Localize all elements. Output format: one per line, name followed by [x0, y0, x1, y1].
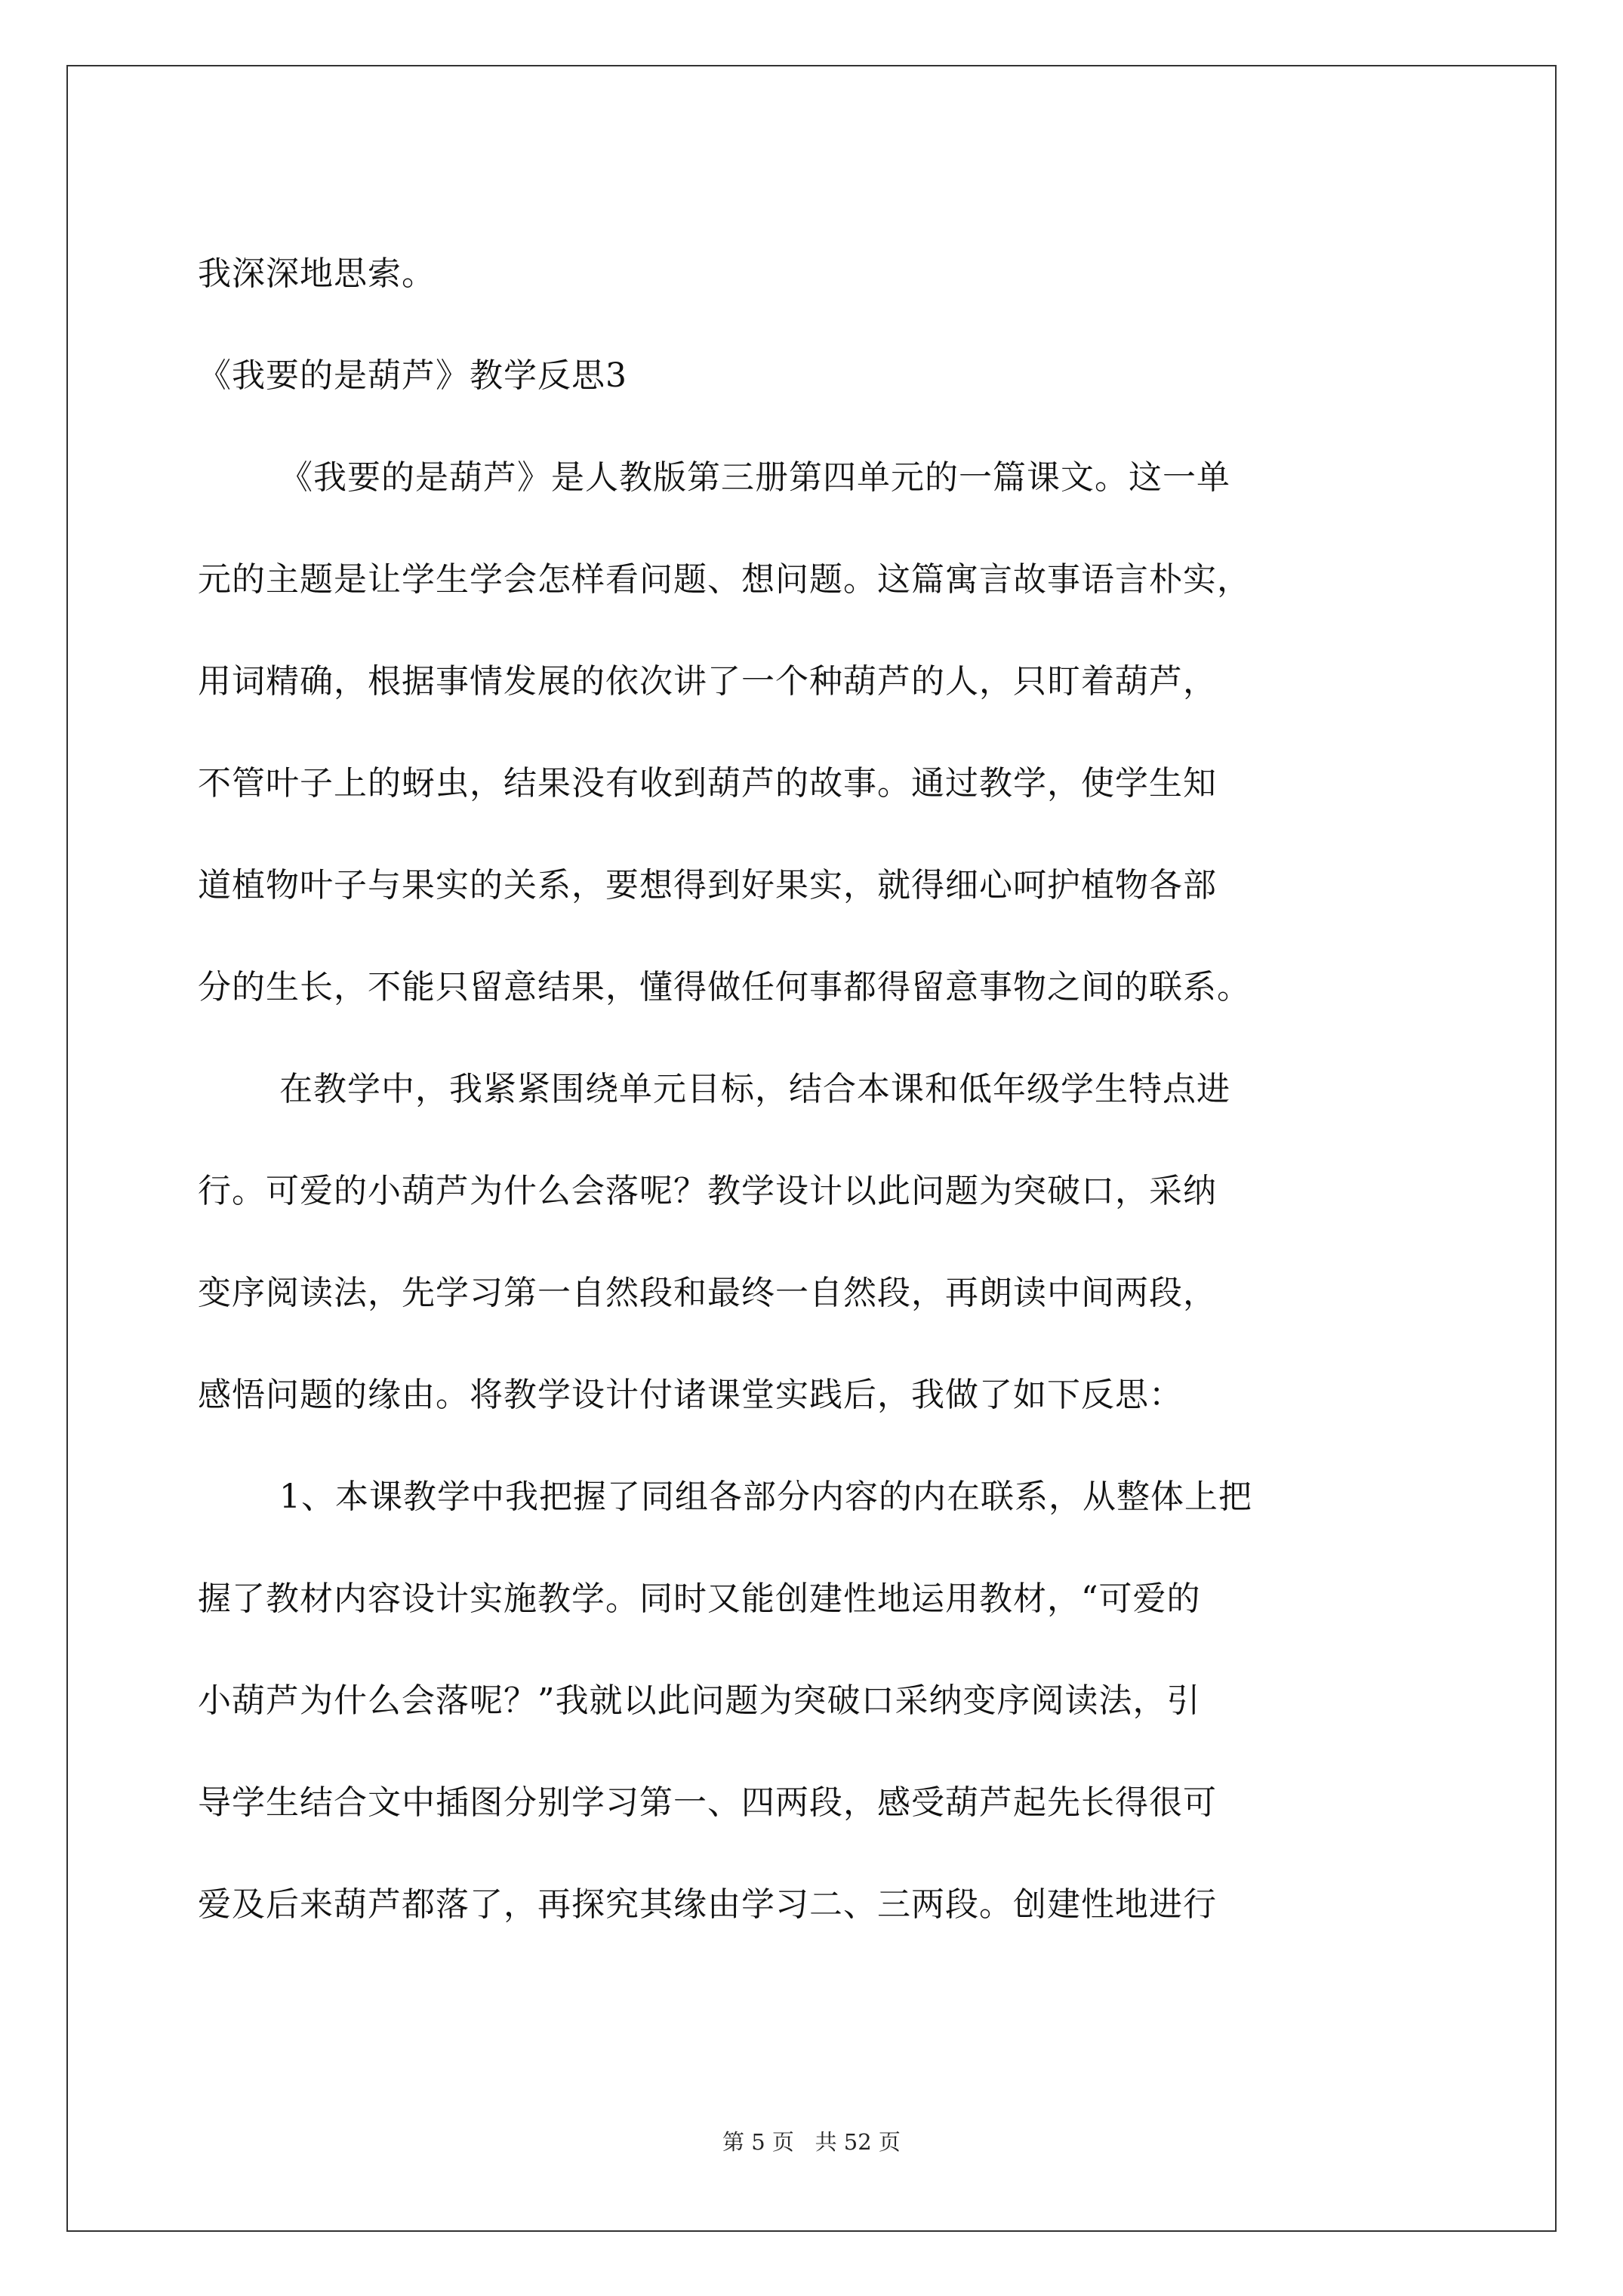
paragraph-line: 分的生长，不能只留意结果，懂得做任何事都得留意事物之间的联系。 [198, 967, 1251, 1006]
text-line: 我深深地思索。 [198, 254, 436, 293]
paragraph-line: 用词精确，根据事情发展的依次讲了一个种葫芦的人，只盯着葫芦， [198, 661, 1217, 701]
paragraph-line: 导学生结合文中插图分别学习第一、四两段，感受葫芦起先长得很可 [198, 1783, 1217, 1822]
paragraph-line: 握了教材内容设计实施教学。同时又能创建性地运用教材，“可爱的 [198, 1579, 1201, 1618]
paragraph-line: 1、本课教学中我把握了同组各部分内容的内在联系，从整体上把 [279, 1477, 1252, 1516]
paragraph-line: 道植物叶子与果实的关系，要想得到好果实，就得细心呵护植物各部 [198, 865, 1217, 905]
page-footer: 第 5 页 共 52 页 [722, 2129, 901, 2155]
paragraph-line: 小葫芦为什么会落呢？”我就以此问题为突破口采纳变序阅读法，引 [198, 1681, 1201, 1720]
paragraph-line: 变序阅读法，先学习第一自然段和最终一自然段，再朗读中间两段， [198, 1273, 1217, 1312]
section-title: 《我要的是葫芦》教学反思3 [198, 356, 627, 395]
paragraph-line: 爱及后来葫芦都落了，再探究其缘由学习二、三两段。创建性地进行 [198, 1885, 1217, 1924]
paragraph-line: 《我要的是葫芦》是人教版第三册第四单元的一篇课文。这一单 [279, 458, 1230, 497]
document-body [198, 219, 1436, 1952]
paragraph-line: 感悟问题的缘由。将教学设计付诸课堂实践后，我做了如下反思： [198, 1375, 1183, 1414]
paragraph-line: 不管叶子上的蚜虫，结果没有收到葫芦的故事。通过教学，使学生知 [198, 763, 1217, 803]
paragraph-line: 在教学中，我紧紧围绕单元目标，结合本课和低年级学生特点进 [279, 1069, 1230, 1108]
paragraph-line: 行。可爱的小葫芦为什么会落呢？教学设计以此问题为突破口，采纳 [198, 1171, 1217, 1210]
paragraph-line: 元的主题是让学生学会怎样看问题、想问题。这篇寓言故事语言朴实， [198, 559, 1251, 599]
